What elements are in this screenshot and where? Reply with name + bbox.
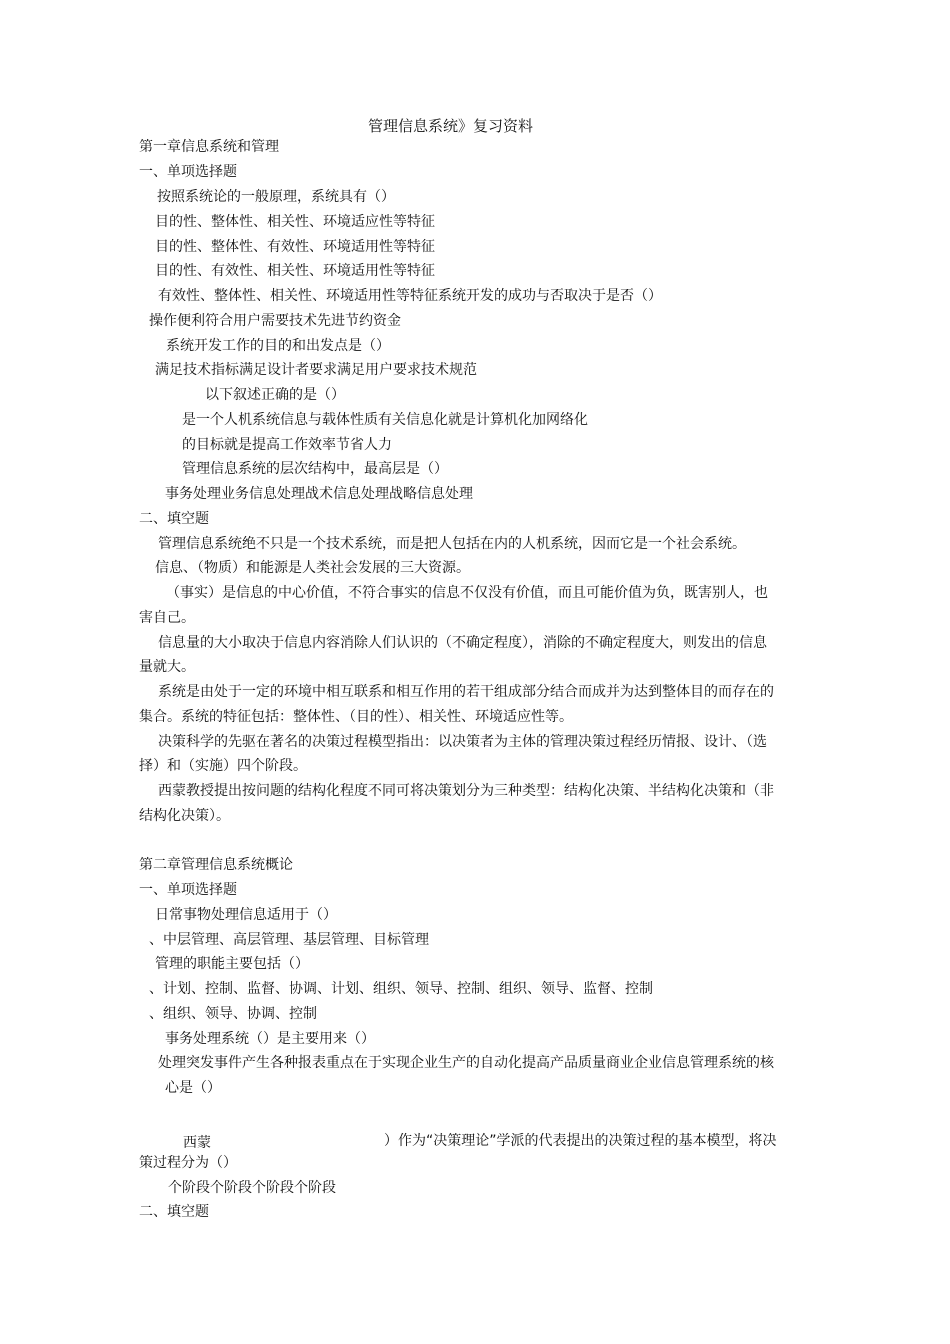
- ch2-q5-fragment: 西蒙: [183, 1135, 211, 1151]
- ch1-q4-option-2: 的目标就是提高工作效率节省人力: [182, 437, 392, 453]
- ch1-q1-option-2: 目的性、整体性、有效性、环境适用性等特征: [155, 239, 435, 255]
- ch2-question-3: 事务处理系统（）是主要用来（）: [165, 1031, 375, 1047]
- ch2-q3-options: 处理突发事件产生各种报表重点在于实现企业生产的自动化提高产品质量商业企业信息管理系统的核: [158, 1055, 774, 1071]
- ch1-q1-option-4-and-question-2: 有效性、整体性、相关性、环境适用性等特征系统开发的成功与否取决于是否（）: [158, 288, 662, 304]
- chapter1-section1-heading: 一、单项选择题: [139, 164, 237, 180]
- chapter2-section1-heading: 一、单项选择题: [139, 882, 237, 898]
- ch1-fill-5-line-2: 集合。系统的特征包括：整体性、（目的性）、相关性、环境适应性等。: [139, 709, 573, 725]
- chapter2-heading: 第二章管理信息系统概论: [139, 857, 293, 873]
- ch1-q4-option-1: 是一个人机系统信息与载体性质有关信息化就是计算机化加网络化: [182, 412, 588, 428]
- ch2-question-2: 管理的职能主要包括（）: [155, 956, 309, 972]
- ch1-fill-3-line-2: 害自己。: [139, 610, 195, 626]
- ch1-fill-3-line-1: （事实）是信息的中心价值，不符合事实的信息不仅没有价值，而且可能价值为负，既害别人，也: [166, 585, 768, 601]
- document-title: 管理信息系统》复习资料: [368, 117, 534, 135]
- ch2-q2-options-line-2: 、组织、领导、协调、控制: [149, 1006, 317, 1022]
- ch1-question-5: 管理信息系统的层次结构中，最高层是（）: [182, 461, 448, 477]
- ch1-question-3: 系统开发工作的目的和出发点是（）: [166, 338, 390, 354]
- ch1-fill-7-line-1: 西蒙教授提出按问题的结构化程度不同可将决策划分为三种类型：结构化决策、半结构化决策和（非: [158, 783, 774, 799]
- ch1-fill-6-line-1: 决策科学的先驱在著名的决策过程模型指出：以决策者为主体的管理决策过程经历情报、设计、（选: [158, 734, 767, 750]
- ch1-fill-2: 信息、（物质）和能源是人类社会发展的三大资源。: [155, 560, 470, 576]
- ch2-q5-options: 个阶段个阶段个阶段个阶段: [168, 1180, 336, 1196]
- chapter1-heading: 第一章信息系统和管理: [139, 139, 279, 155]
- chapter1-section2-heading: 二、填空题: [139, 511, 209, 527]
- ch1-fill-5-line-1: 系统是由处于一定的环境中相互联系和相互作用的若干组成部分结合而成并为达到整体目的而存在的: [158, 684, 774, 700]
- ch1-question-1: 按照系统论的一般原理，系统具有（）: [157, 189, 395, 205]
- ch1-fill-7-line-2: 结构化决策）。: [139, 808, 230, 824]
- ch1-q3-options: 满足技术指标满足设计者要求满足用户要求技术规范: [155, 362, 477, 378]
- ch1-question-4: 以下叙述正确的是（）: [205, 387, 345, 403]
- ch1-q1-option-1: 目的性、整体性、相关性、环境适应性等特征: [155, 214, 435, 230]
- ch2-q1-options: 、中层管理、高层管理、基层管理、目标管理: [149, 932, 429, 948]
- ch2-question-1: 日常事物处理信息适用于（）: [155, 907, 337, 923]
- ch1-q5-options: 事务处理业务信息处理战术信息处理战略信息处理: [165, 486, 473, 502]
- ch1-fill-4-line-2: 量就大。: [139, 659, 195, 675]
- ch1-fill-1: 管理信息系统绝不只是一个技术系统，而是把人包括在内的人机系统，因而它是一个社会系统。: [158, 536, 746, 552]
- chapter2-section2-heading: 二、填空题: [139, 1204, 209, 1220]
- ch2-question-4: 心是（）: [165, 1080, 221, 1096]
- ch1-q1-option-3: 目的性、有效性、相关性、环境适用性等特征: [155, 263, 435, 279]
- ch2-q2-options-line-1: 、计划、控制、监督、协调、计划、组织、领导、控制、组织、领导、监督、控制: [149, 981, 653, 997]
- ch1-q2-options: 操作便利符合用户需要技术先进节约资金: [149, 313, 401, 329]
- ch2-question-5-line-1: ）作为“决策理论”学派的代表提出的决策过程的基本模型，将决: [384, 1133, 777, 1149]
- ch1-fill-6-line-2: 择）和（实施）四个阶段。: [139, 758, 307, 774]
- ch2-question-5-line-2: 策过程分为（）: [139, 1155, 237, 1171]
- ch1-fill-4-line-1: 信息量的大小取决于信息内容消除人们认识的（不确定程度），消除的不确定程度大，则发出的信息: [158, 635, 767, 651]
